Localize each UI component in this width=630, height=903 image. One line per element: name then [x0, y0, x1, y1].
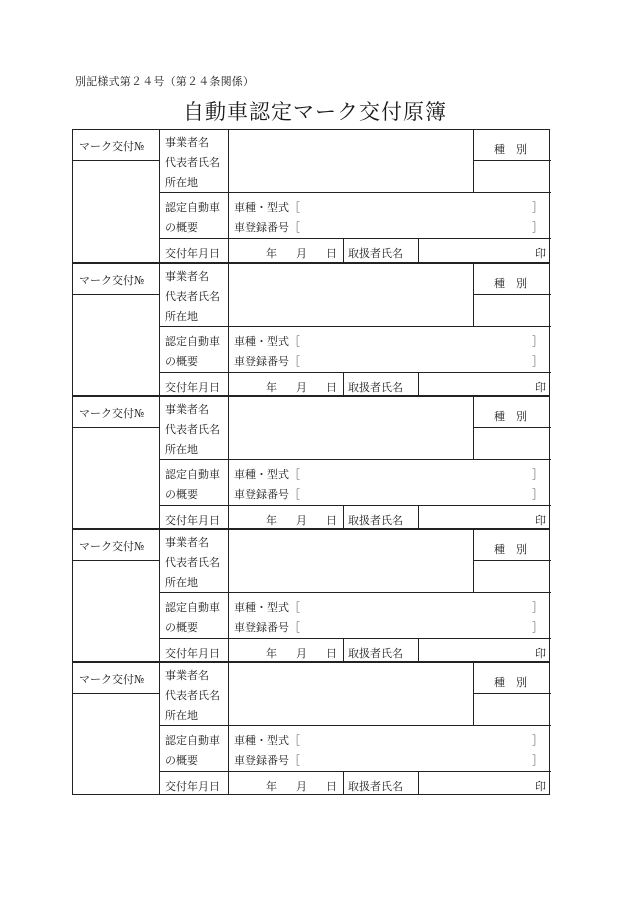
registration-number-label: 車登録番号［ — [234, 754, 300, 767]
month-label: 月 — [296, 381, 307, 394]
issue-date-field[interactable] — [228, 638, 343, 663]
overview-label: の概要 — [165, 488, 198, 501]
business-name-label: 事業者名 — [165, 669, 209, 682]
ledger-table — [72, 129, 550, 795]
address-label: 所在地 — [165, 709, 198, 722]
category-label: 種 別 — [494, 676, 527, 689]
ledger-entry — [72, 130, 550, 263]
ledger-entry — [72, 263, 550, 396]
category-field[interactable] — [473, 294, 551, 326]
representative-label: 代表者氏名 — [165, 156, 220, 169]
category-label: 種 別 — [494, 543, 527, 556]
handler-name-label: 取扱者氏名 — [348, 381, 403, 394]
year-label: 年 — [266, 647, 277, 660]
mark-number-label: マーク交付№ — [79, 673, 145, 686]
issue-date-label: 交付年月日 — [165, 780, 220, 793]
registration-number-field[interactable] — [301, 350, 527, 368]
handler-name-label: 取扱者氏名 — [348, 247, 403, 260]
seal-label: 印 — [535, 247, 546, 260]
vehicle-type-label: 車種・型式［ — [234, 468, 300, 481]
mark-number-field[interactable] — [73, 693, 159, 796]
registration-number-label: 車登録番号［ — [234, 355, 300, 368]
overview-label: の概要 — [165, 754, 198, 767]
address-label: 所在地 — [165, 176, 198, 189]
registration-number-label: 車登録番号［ — [234, 221, 300, 234]
mark-number-field[interactable] — [73, 294, 159, 397]
registration-number-label: 車登録番号［ — [234, 488, 300, 501]
category-field[interactable] — [473, 560, 551, 592]
vehicle-type-label: 車種・型式［ — [234, 201, 300, 214]
month-label: 月 — [296, 780, 307, 793]
vehicle-type-field[interactable] — [301, 328, 527, 346]
business-info-field[interactable] — [228, 397, 473, 459]
day-label: 日 — [326, 381, 337, 394]
mark-number-field[interactable] — [73, 560, 159, 663]
month-label: 月 — [296, 647, 307, 660]
issue-date-field[interactable] — [228, 505, 343, 530]
business-name-label: 事業者名 — [165, 536, 209, 549]
business-info-field[interactable] — [228, 663, 473, 725]
certified-vehicle-label: 認定自動車 — [165, 468, 220, 481]
issue-date-field[interactable] — [228, 771, 343, 796]
ledger-entry — [72, 662, 550, 795]
mark-number-label: マーク交付№ — [79, 140, 145, 153]
issue-date-label: 交付年月日 — [165, 647, 220, 660]
mark-number-field[interactable] — [73, 427, 159, 530]
vehicle-type-label: 車種・型式［ — [234, 601, 300, 614]
handler-name-field[interactable] — [418, 505, 528, 530]
mark-number-label: マーク交付№ — [79, 407, 145, 420]
certified-vehicle-label: 認定自動車 — [165, 601, 220, 614]
ledger-entry — [72, 396, 550, 529]
overview-label: の概要 — [165, 221, 198, 234]
representative-label: 代表者氏名 — [165, 290, 220, 303]
category-field[interactable] — [473, 427, 551, 459]
year-label: 年 — [266, 247, 277, 260]
close-bracket: ］ — [532, 621, 543, 634]
business-info-field[interactable] — [228, 530, 473, 592]
business-info-field[interactable] — [228, 264, 473, 326]
month-label: 月 — [296, 247, 307, 260]
issue-date-label: 交付年月日 — [165, 381, 220, 394]
overview-label: の概要 — [165, 621, 198, 634]
address-label: 所在地 — [165, 310, 198, 323]
day-label: 日 — [326, 514, 337, 527]
mark-number-label: マーク交付№ — [79, 540, 145, 553]
registration-number-field[interactable] — [301, 749, 527, 767]
vehicle-type-label: 車種・型式［ — [234, 734, 300, 747]
day-label: 日 — [326, 647, 337, 660]
issue-date-field[interactable] — [228, 238, 343, 263]
certified-vehicle-label: 認定自動車 — [165, 201, 220, 214]
seal-label: 印 — [535, 780, 546, 793]
registration-number-label: 車登録番号［ — [234, 621, 300, 634]
mark-number-label: マーク交付№ — [79, 274, 145, 287]
seal-label: 印 — [535, 514, 546, 527]
handler-name-label: 取扱者氏名 — [348, 647, 403, 660]
seal-label: 印 — [535, 647, 546, 660]
handler-name-field[interactable] — [418, 372, 528, 397]
address-label: 所在地 — [165, 443, 198, 456]
close-bracket: ］ — [532, 335, 543, 348]
representative-label: 代表者氏名 — [165, 423, 220, 436]
close-bracket: ］ — [532, 221, 543, 234]
handler-name-field[interactable] — [418, 238, 528, 263]
vehicle-type-field[interactable] — [301, 594, 527, 612]
close-bracket: ］ — [532, 734, 543, 747]
business-name-label: 事業者名 — [165, 136, 209, 149]
category-label: 種 別 — [494, 143, 527, 156]
year-label: 年 — [266, 780, 277, 793]
form-reference: 別記様式第２４号（第２４条関係） — [75, 75, 255, 88]
close-bracket: ］ — [532, 754, 543, 767]
representative-label: 代表者氏名 — [165, 689, 220, 702]
vehicle-type-field[interactable] — [301, 461, 527, 479]
overview-label: の概要 — [165, 355, 198, 368]
year-label: 年 — [266, 514, 277, 527]
registration-number-field[interactable] — [301, 483, 527, 501]
vehicle-type-field[interactable] — [301, 727, 527, 745]
close-bracket: ］ — [532, 355, 543, 368]
year-label: 年 — [266, 381, 277, 394]
registration-number-field[interactable] — [301, 616, 527, 634]
business-name-label: 事業者名 — [165, 403, 209, 416]
handler-name-label: 取扱者氏名 — [348, 514, 403, 527]
vehicle-type-field[interactable] — [301, 194, 527, 212]
certified-vehicle-label: 認定自動車 — [165, 335, 220, 348]
handler-name-label: 取扱者氏名 — [348, 780, 403, 793]
page-title: 自動車認定マーク交付原簿 — [183, 100, 447, 124]
close-bracket: ］ — [532, 488, 543, 501]
certified-vehicle-label: 認定自動車 — [165, 734, 220, 747]
day-label: 日 — [326, 780, 337, 793]
seal-label: 印 — [535, 381, 546, 394]
handler-name-field[interactable] — [418, 638, 528, 663]
close-bracket: ］ — [532, 468, 543, 481]
close-bracket: ］ — [532, 601, 543, 614]
issue-date-label: 交付年月日 — [165, 514, 220, 527]
address-label: 所在地 — [165, 576, 198, 589]
month-label: 月 — [296, 514, 307, 527]
mark-number-field[interactable] — [73, 160, 159, 263]
issue-date-field[interactable] — [228, 372, 343, 397]
close-bracket: ］ — [532, 201, 543, 214]
registration-number-field[interactable] — [301, 216, 527, 234]
business-name-label: 事業者名 — [165, 270, 209, 283]
ledger-entry — [72, 529, 550, 662]
category-label: 種 別 — [494, 277, 527, 290]
handler-name-field[interactable] — [418, 771, 528, 796]
representative-label: 代表者氏名 — [165, 556, 220, 569]
category-field[interactable] — [473, 160, 551, 192]
issue-date-label: 交付年月日 — [165, 247, 220, 260]
category-label: 種 別 — [494, 410, 527, 423]
business-info-field[interactable] — [228, 130, 473, 192]
vehicle-type-label: 車種・型式［ — [234, 335, 300, 348]
day-label: 日 — [326, 247, 337, 260]
category-field[interactable] — [473, 693, 551, 725]
